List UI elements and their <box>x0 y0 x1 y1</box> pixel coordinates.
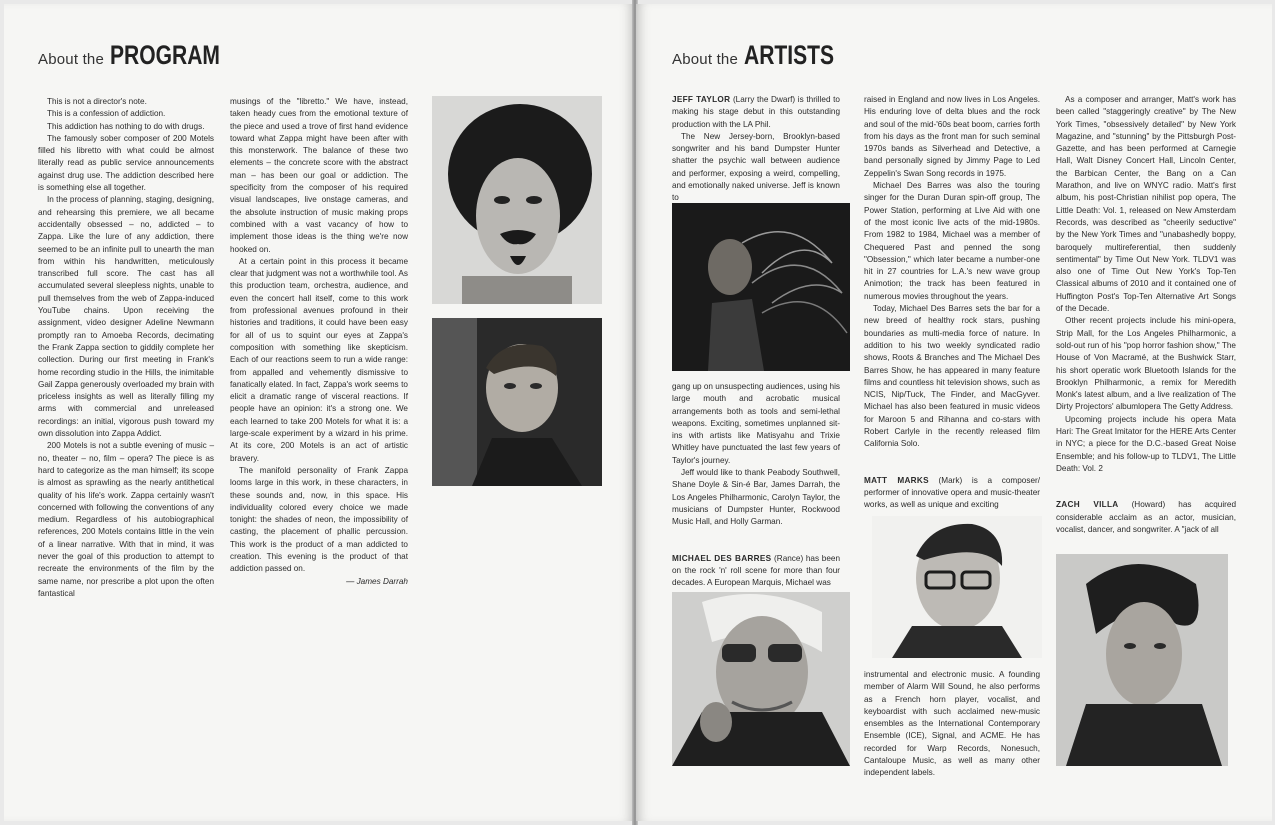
program-paragraph: The manifold personality of Frank Zappa looms large in this work, in these characters, in these sounds and, now, in this space. His individuality colored every choice we made tonight: the shades of neon, the impossibility of casting, the placement of phallic percussion. This work is the product of a man addicted to creation. This evening is the product of that addiction passed on. <box>230 465 408 574</box>
left-page <box>4 4 634 821</box>
bio-paragraph: instrumental and electronic music. A founding member of Alarm Will Sound, he also performs as a French horn player, vocalist, and keyboardist with such acclaimed new-music ensembles as the International Contemporary Ensemble (ICE), Signal, and ACME. He has recorded for Warp Records, Nonesuch, Cantaloupe Music, as well as many other independent labels. <box>864 670 1040 778</box>
matt-marks-photo <box>872 516 1042 658</box>
bio-paragraph: Other recent projects include his mini-opera, Strip Mall, for the Los Angeles Philharmonic, a sold-out run of his "pop horror fashion show," The House of Von Macramé, at the Bushwick Starr, his short operatic work Bluetooth Islands for the Brooklyn Philharmonic, a remix for Meredith Monk's latest album, and a live realization of The Dirty Projectors' albumlopera The Getty Address. <box>1056 316 1236 412</box>
program-paragraph: This is a confession of addiction. <box>47 109 166 119</box>
artist-name: ZACH VILLA <box>1056 500 1119 510</box>
bio-paragraph: Today, Michael Des Barres sets the bar for a new breed of healthy rock stars, pushing boundaries as multi-media force of nature. In addition to his two weekly syndicated radio shows, Roots & Branches and The Michael Des Barres Show, he has appeared in many feature films and countless hit television shows, such as NCIS, Nip/Tuck, The Finder, and MacGyver. Michael has also been featured in music videos for Maroon 5 and Rihanna and co-stars with Robert Carlyle in the recently released film California Solo. <box>864 304 1040 449</box>
bio-paragraph: The New Jersey-born, Brooklyn-based songwriter and his band Dumpster Hunter shatter the psychic wall between audience and performer, exposing a weird, compelling, and emotionally naked universe. Jeff is known to <box>672 131 840 203</box>
program-paragraph: This addiction has nothing to do with drugs. <box>47 121 205 131</box>
artist-name: MATT MARKS <box>864 475 929 485</box>
program-heading: About the PROGRAM <box>38 40 221 70</box>
program-paragraph: The famously sober composer of 200 Motels filled his libretto with what could be almost literally read as public service announcements against drug use. The addiction described here is something else all together. <box>38 133 214 193</box>
program-column-2 <box>230 96 408 588</box>
artists-column-1-mid <box>672 381 840 589</box>
right-page <box>636 4 1272 821</box>
program-paragraph: At a certain point in this process it became clear that judgment was not a worthwhile tool. As this production team, orchestra, audience, and even the concert hall itself, come to this work from professional avenues profound in their histories and traditions, it could have been easy for all of us to squint our eyes at Zappa's composition with something like skepticism. Each of our reactions seem to run a wide range: from appalled and vehemently dismissive to fanatically elated. In fact, Zappa's work seems to elicit a dramatic range of visceral reactions. If people have an opinion: it's a strong one. We each learned to take 200 Motels for what it is: a large-scale experiment by a wizard in his prime. At its core, 200 Motels is an act of artistic bravery. <box>230 256 408 463</box>
program-paragraph: 200 Motels is not a subtle evening of music – no, theater – no, film – opera? The piece is as hard to categorize as the man himself; its scope is almost as sprawling as the nearly antithetical quality of his life's work. Zappa certainly wasn't concerned with following the conventions of any medium. Regardless of his autobiographical references, 200 Motels contains little in the vein of a linear narrative. With that in mind, it was never the goal of this production to attempt to recreate the environments of the film by the same name, nor prescribe a plot upon the often fantastical <box>38 441 214 598</box>
bio-paragraph: Jeff would like to thank Peabody Southwell, Shane Doyle & Sin-é Bar, James Darrah, the Los Angeles Philharmonic, Carolyn Taylor, the musicians of Dumpster Hunter, Rockwood Music Hall, and Holly Garman. <box>672 468 840 527</box>
bio-paragraph: Upcoming projects include his opera Mata Hari: The Great Imitator for the HERE Arts Center in NYC; a piece for the D.C.-based Great Noise Ensemble; and his follow-up to TLDV1, The Little Death: Vol. 2 <box>1056 414 1236 473</box>
jeff-taylor-photo <box>432 318 602 486</box>
artists-column-3 <box>1056 94 1236 536</box>
bio-paragraph: ZACH VILLA (Howard) has acquired considerable acclaim as an actor, musician, vocalist, dancer, and songwriter. A "jack of all <box>1056 500 1236 534</box>
bio-paragraph: gang up on unsuspecting audiences, using his large mouth and acrobatic musical arrangements both as tools and semi-lethal weapons. Exciting, sometimes unplanned sit-ins with artists like Matisyahu and Trixie Whitley have punctuated the last few years of Taylor's journey. <box>672 382 840 465</box>
artists-heading: About the ARTISTS <box>672 40 835 70</box>
program-column-1 <box>38 96 214 600</box>
michael-des-barres-photo <box>672 592 850 766</box>
program-paragraph: musings of the "libretto." We have, instead, taken heady cues from the emotional texture of the piece and used a trove of first hand evidence toward what Zappa might have been after with this monsterwork. The balance of these two elements – the concrete score with the abstract man – has been our goal or addiction. The specificity from the composer of his required visual landscapes, live onstage cameras, and the absolute instruction of music making props combined with a vast vacancy of how to implement those ideas is the thing we're now hooked on. <box>230 97 408 254</box>
bio-paragraph: Michael Des Barres was also the touring singer for the Duran Duran spin-off group, The Power Station, performing at Live Aid with one of the most iconic live acts of the mid-1980s. From 1982 to 1984, Michael was a member of Chequered Past and penned the song "Obsession," which later became a number-one hit in 27 countries for L.A.'s new wave group Animotion; the track has been featured in numerous movies throughout the years. <box>864 181 1040 301</box>
artists-column-1-top <box>672 94 840 205</box>
bio-paragraph: MATT MARKS (Mark) is a composer/ performer of innovative opera and music-theater works, as well as unique and exciting <box>864 475 1041 510</box>
signature: — James Darrah <box>346 576 408 586</box>
artists-column-2-top <box>864 94 1040 512</box>
frank-zappa-photo <box>432 96 602 304</box>
bio-paragraph: MICHAEL DES BARRES (Rance) has been on the rock 'n' roll scene for more than four decades. A European Marquis, Michael was <box>672 553 840 588</box>
jeff-taylor-lasso-photo <box>672 203 850 371</box>
program-paragraph: This is not a director's note. <box>47 97 147 106</box>
bio-paragraph: raised in England and now lives in Los Angeles. His enduring love of delta blues and the rock and soul of the mid-'60s beat boom, carries forth from his days as the front man for such seminal 1970s bands as Silverhead and Detective, a band personally signed by Jimmy Page to Led Zeppelin's Swan Song records in 1975. <box>864 95 1040 178</box>
artist-name: JEFF TAYLOR <box>672 95 731 104</box>
bio-paragraph: As a composer and arranger, Matt's work has been called "staggeringly creative" by The New York Times, "obsessively detailed" by New York Magazine, and "stunning" by the Pittsburgh Post-Gazette, and has been performed at Carnegie Hall, Walt Disney Concert Hall, Lincoln Center, the Barbican Center, the Bang on a Can Marathon, and live on WNYC radio. Matt's first album, his post-Christian nihilist pop opera, The Little Death: Vol. 1, released on New Amsterdam Records, was described as "cheerily seductive" by the New York Times and "unabashedly boppy, baroquely multireferential, then suddenly sentimental" by Time Out New York. TLDV1 was also one of Time Out New York's Top-Ten Classical albums of 2010 and it contained one of Huffington Post's Top-Ten Alternative Art Songs of the Decade. <box>1056 95 1236 314</box>
zach-villa-photo <box>1056 554 1228 766</box>
program-paragraph: In the process of planning, staging, designing, and rehearsing this premiere, we all became accidentally obsessed – no, addicted – to Zappa. Like the lure of any addiction, there seemed to be an infinite pull to unearth the man from within his handwritten, meticulously transcribed full score. The cast has all accumulated several sleepless nights, unable to pull themselves from the web of Zappa-induced YouTube chains. Upon receiving the assignment, video designer Adeline Newmann promptly ran to Amoeba Records, decimating the Frank Zappa section to giddily complete her collection. During our first meeting in Frank's home recording studio in the Hills, the inimitable Gail Zappa generously overloaded my brain with priceless insights as well as literally filling my arms with commercial and unreleased recordings: an initial, vigorous push toward my own dissolution into Zappa Addict. <box>38 195 214 439</box>
bio-paragraph: JEFF TAYLOR (Larry the Dwarf) is thrilled to making his stage debut in this outstanding production with the LA Phil. <box>672 95 840 129</box>
artist-name: MICHAEL DES BARRES <box>672 553 772 563</box>
artists-column-2-bottom <box>864 669 1040 780</box>
